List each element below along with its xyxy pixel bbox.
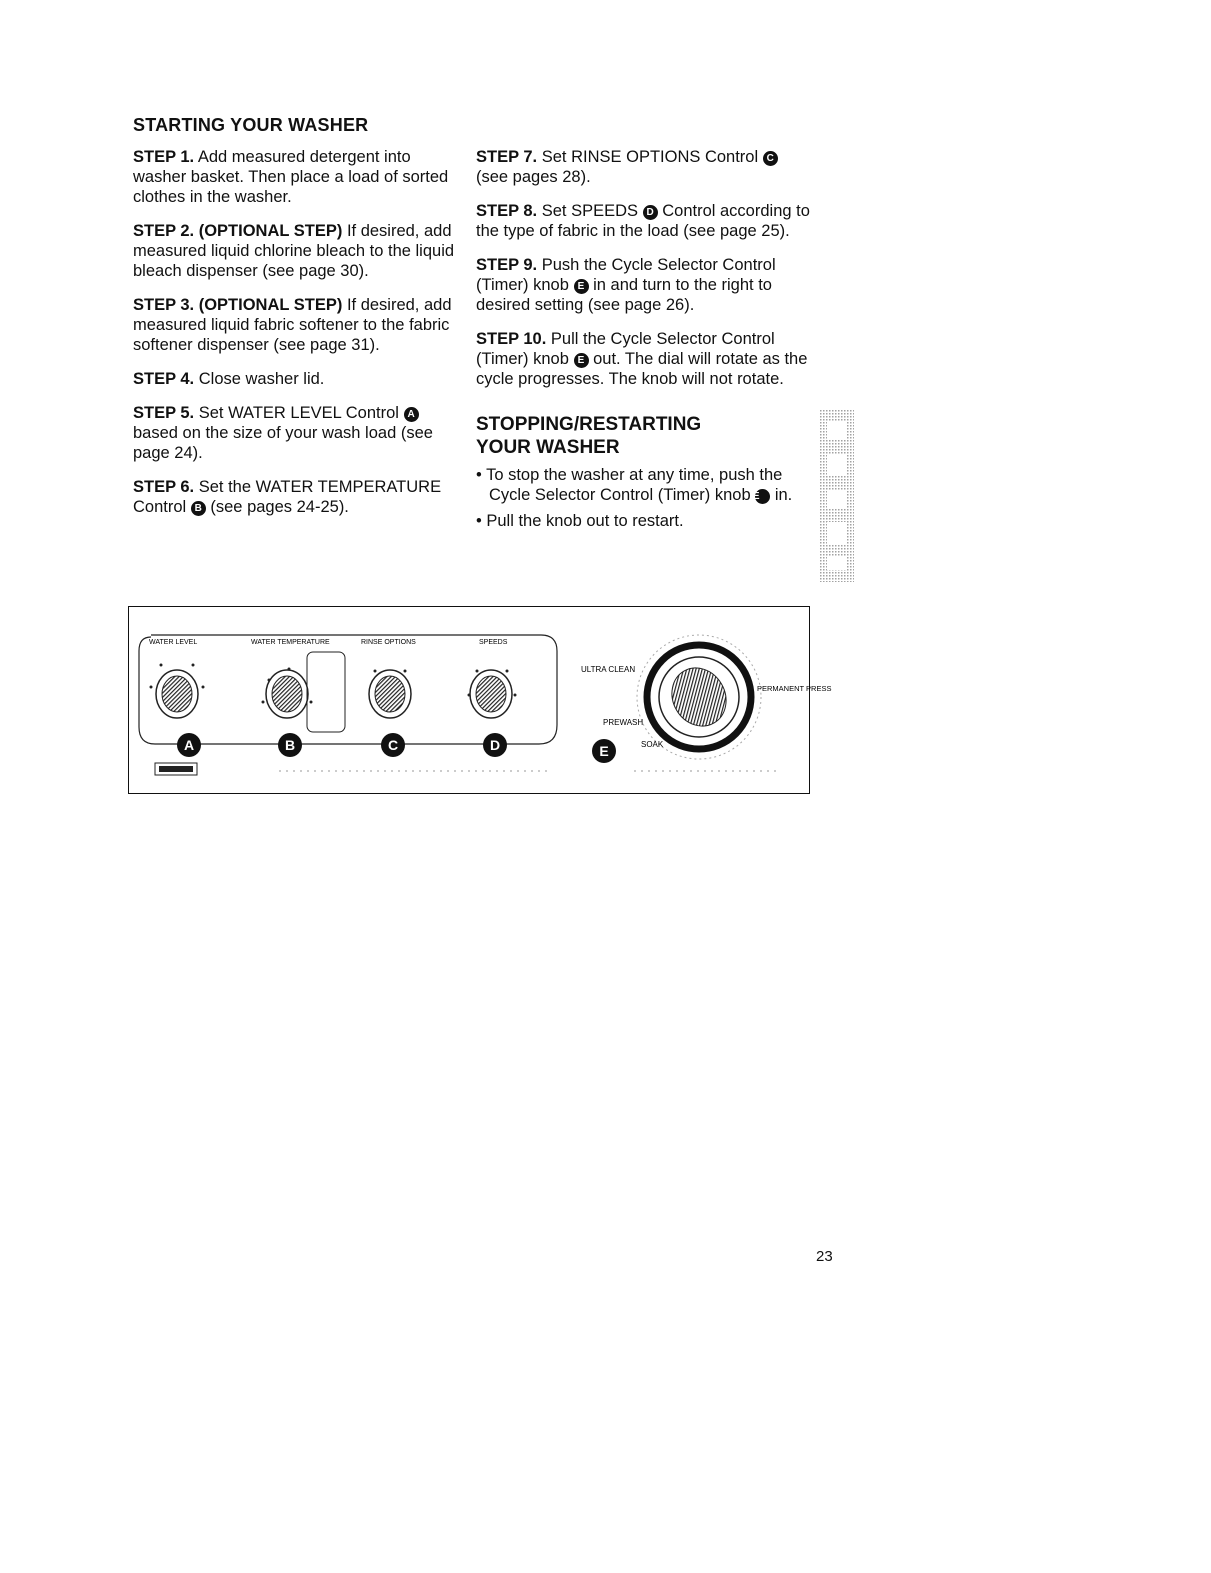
step-4 [133, 369, 463, 389]
permanent-press-label: PERMANENT PRESS [757, 684, 832, 693]
rinse-options-label: RINSE OPTIONS [361, 639, 416, 646]
step-text: Pull the Cycle Selector Control (Timer) knob [476, 330, 775, 368]
water-level-knob [156, 670, 198, 718]
step-label: STEP 2. (OPTIONAL STEP) [133, 222, 343, 240]
step-10 [476, 329, 814, 389]
step-text: Set RINSE OPTIONS Control [541, 148, 759, 166]
step-label: STEP 5. [133, 404, 195, 422]
step-label: STEP 7. [476, 148, 538, 166]
ultra-clean-label: ULTRA CLEAN [581, 665, 636, 674]
rinse-options-knob [369, 670, 411, 718]
step-text: Add measured detergent into washer basket. Then place a load of sorted clothes in the washer. [133, 148, 449, 206]
soak-label: SOAK [641, 740, 664, 749]
language-tab-graphic [817, 410, 859, 582]
svg-text:B: B [284, 737, 296, 753]
water-level-label: WATER LEVEL [149, 639, 198, 646]
prewash-label: PREWASH [603, 718, 644, 727]
step-text: Set WATER LEVEL Control [198, 404, 399, 422]
step-label: STEP 4. [133, 370, 195, 388]
water-temperature-label: WATER TEMPERATURE [251, 639, 330, 646]
water-temperature-knob [266, 652, 345, 732]
step-8 [476, 201, 814, 241]
step-text: Control according to the type of fabric in the load (see page 25). [476, 202, 810, 240]
step-text: based on the size of your wash load (see page 24). [133, 424, 433, 462]
step-text: in and turn to the right to desired setting (see page 26). [476, 276, 772, 314]
page-title: STARTING YOUR WASHER [133, 115, 369, 135]
step-6 [133, 477, 463, 517]
step-5 [133, 403, 463, 463]
section-heading [476, 413, 814, 459]
left-column [133, 115, 463, 531]
marker-d-icon: D [643, 205, 658, 220]
step-text: out. The dial will rotate as the cycle progresses. The knob will not rotate. [476, 350, 808, 388]
svg-text:A: A [183, 737, 195, 753]
marker-d-icon [483, 733, 507, 757]
step-label: STEP 8. [476, 202, 538, 220]
speeds-label: SPEEDS [479, 639, 508, 646]
svg-text:E: E [599, 743, 609, 759]
step-text: If desired, add measured liquid chlorine bleach to the liquid bleach dispenser (see page 30). [133, 222, 455, 280]
svg-text:D: D [489, 737, 501, 753]
step-text: Set SPEEDS [541, 202, 639, 220]
marker-a-icon: A [404, 407, 419, 422]
marker-e-icon: E [574, 279, 589, 294]
step-text: Set the WATER TEMPERATURE Control [133, 478, 442, 516]
control-panel-drawing [129, 607, 832, 793]
step-2 [133, 221, 463, 281]
marker-a-icon [177, 733, 201, 757]
step-text: (see pages 24-25). [210, 498, 349, 516]
step-1 [133, 147, 463, 207]
page-number: 23 [816, 1248, 833, 1265]
step-3 [133, 295, 463, 355]
step-7 [476, 147, 814, 187]
svg-text:C: C [387, 737, 399, 753]
marker-b-icon [278, 733, 302, 757]
step-label: STEP 10. [476, 330, 547, 348]
bullet-item: • Pull the knob out to restart. [476, 512, 684, 530]
step-text: Close washer lid. [198, 370, 325, 388]
control-panel-illustration [128, 606, 832, 794]
step-label: STEP 1. [133, 148, 195, 166]
marker-e-icon [592, 739, 616, 763]
step-text: If desired, add measured liquid fabric softener to the fabric softener dispenser (see page 31). [133, 296, 452, 354]
marker-e-icon: E [574, 353, 589, 368]
step-text: Push the Cycle Selector Control (Timer) knob [476, 256, 776, 294]
step-9 [476, 255, 814, 315]
bullet-text: To stop the washer at any time, push the Cycle Selector Control (Timer) knob [486, 466, 783, 504]
bullet-text: in. [774, 486, 793, 504]
step-label: STEP 3. (OPTIONAL STEP) [133, 296, 343, 314]
setting-dots [150, 664, 517, 704]
marker-e-icon: E [755, 489, 770, 504]
bullet-text: Pull the knob out to restart. [486, 512, 684, 530]
section-heading-line: STOPPING/RESTARTING [476, 414, 702, 435]
brand-logo-bar [159, 766, 193, 772]
step-label: STEP 9. [476, 256, 538, 274]
speeds-knob [470, 670, 512, 718]
section-heading-line: YOUR WASHER [476, 437, 620, 458]
step-label: STEP 6. [133, 478, 195, 496]
marker-b-icon: B [191, 501, 206, 516]
right-column [476, 147, 814, 537]
marker-c-icon [381, 733, 405, 757]
step-text: (see pages 28). [476, 168, 591, 186]
marker-c-icon: C [763, 151, 778, 166]
bullet-item: • To stop the washer at any time, push the Cycle Selector Control (Timer) knob E in. [476, 466, 793, 504]
